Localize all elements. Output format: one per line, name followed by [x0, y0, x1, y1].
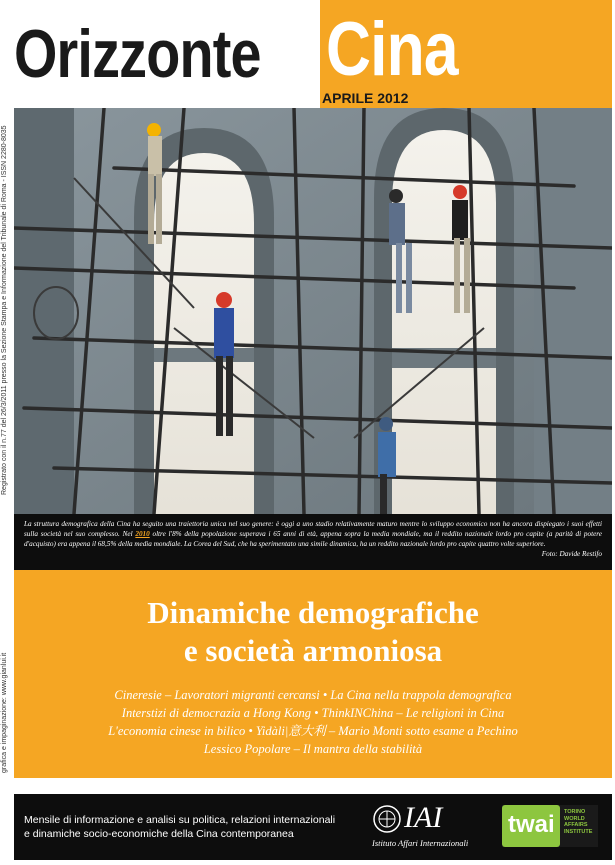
iai-wordmark: IAI: [404, 801, 443, 834]
scaffolding-photo-illustration: [14, 108, 612, 514]
twai-full-name: TORINO WORLD AFFAIRS INSTITUTE: [564, 809, 593, 835]
design-credit: grafica e impaginazione: www.gianlui.it: [1, 652, 8, 773]
iai-emblem-icon: [372, 804, 402, 834]
caption-highlight-year: 2010: [135, 530, 150, 538]
caption-text-part1: La struttura demografica della Cina ha seguito una traiettoria unica nel suo genere: è oggi a uno stadio relativamente maturo mentre lo sviluppo economico non ha ancora dispiegato i suoi effetti sulla società nel suo complesso. Nel: [24, 520, 602, 538]
topics-line-2: Interstizi di democrazia a Hong Kong • ThinkINChina – Le religioni in Cina: [121, 706, 505, 720]
headline-line-1: Dinamiche demografiche: [147, 595, 479, 630]
twai-logo: [502, 805, 598, 847]
footer-tagline-line-2: e dinamiche socio-economiche della Cina contemporanea: [24, 828, 294, 840]
footer-bar: [14, 794, 612, 860]
masthead-title-right: Cina: [326, 7, 458, 92]
cover-photo: [14, 108, 612, 514]
caption-text-part2: oltre l'8% della popolazione superava i 65 anni di età, appena sopra la media mondiale, ma il reddito nazionale lordo pro capite (a parità di potere d'acquisto) era appena il 68,5% della media mondiale. La Corea del Sud, che ha sperimentato una simile dinamica, ha un reddito nazionale lordo pro capite quattro volte superiore.: [24, 530, 602, 548]
twai-wordmark: twai: [508, 811, 555, 838]
footer-tagline-line-1: Mensile di informazione e analisi su politica, relazioni internazionali: [24, 814, 336, 826]
topics-line-1: Cineresie – Lavoratori migranti cercansi • La Cina nella trappola demografica: [114, 688, 512, 702]
topics-line-4: Lessico Popolare – Il mantra della stabilità: [203, 742, 423, 756]
topics-line-3: L'economia cinese in bilico • Yidàli|意大利 – Mario Monti sotto esame a Pechino: [108, 724, 518, 738]
photo-credit: Foto: Davide Restifo: [541, 550, 602, 558]
iai-logo: [364, 800, 494, 854]
topics-list: [14, 686, 612, 758]
twai-logo-box: [502, 805, 560, 847]
cover-headline: [14, 594, 612, 670]
masthead-title-left: Orizzonte: [14, 16, 261, 92]
registration-text: Registrato con il n.77 del 26/3/2011 presso la Sezione Stampa e Informazione del Tribunale di Roma - ISSN 2280-8035: [1, 125, 8, 495]
footer-tagline: [24, 813, 364, 841]
photo-caption: [14, 514, 612, 570]
headline-line-2: e società armoniosa: [183, 633, 443, 668]
issue-date: APRILE 2012: [322, 90, 409, 106]
iai-full-name: Istituto Affari Internazionali: [372, 838, 469, 848]
